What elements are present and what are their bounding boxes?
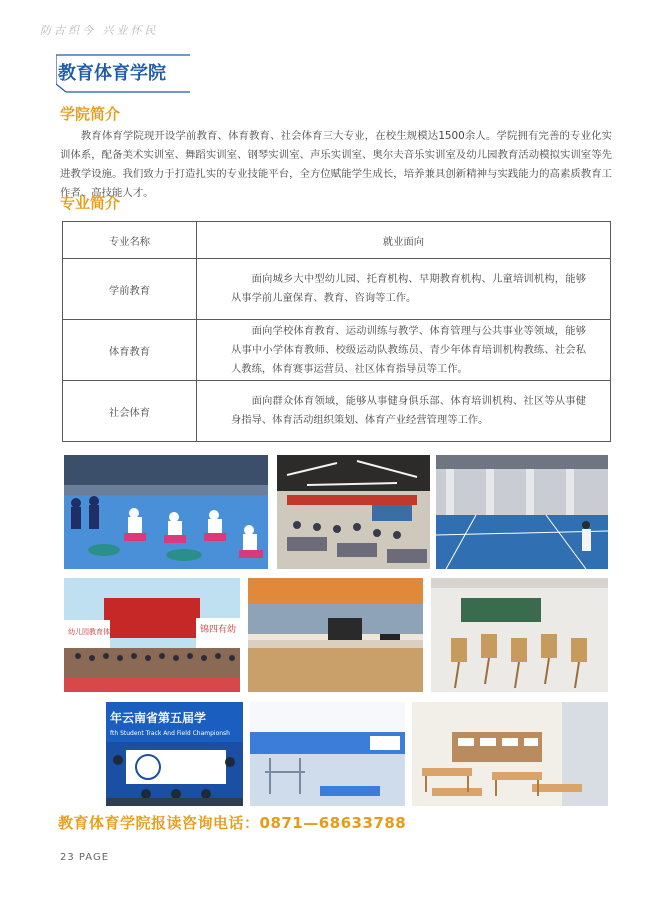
major-description: 面向学校体育教育、运动训练与教学、体育管理与公共事业等领域，能够从事中小学体育教师、校级运动队教练员、青少年体育培训机构教练、社会私人教练，体育赛事运营员、社区体育指导员等工作。 (197, 320, 611, 381)
photo-dance-studio (248, 578, 423, 692)
major-name: 学前教育 (63, 259, 197, 320)
photo-group-event (64, 578, 240, 692)
majors-heading: 专业简介 (60, 194, 121, 212)
major-description: 面向群众体育领域，能够从事健身俱乐部、体育培训机构、社区等从事健身指导、体育活动组织策划、体育产业经营管理等工作。 (197, 381, 611, 442)
table-header-row (63, 222, 611, 259)
major-name: 社会体育 (63, 381, 197, 442)
table-row (63, 320, 611, 381)
event-banner-left-text: 幼儿园教育体系 (68, 628, 117, 636)
banner-title-text: 年云南省第五届学 (110, 711, 207, 725)
consult-hotline: 教育体育学院报读咨询电话：0871—68633788 (58, 814, 407, 832)
header-motto: 防古织今 兴业怀民 (40, 24, 159, 37)
major-description: 面向城乡大中型幼儿园、托育机构、早期教育机构、儿童培训机构，能够从事学前儿童保育、教育、咨询等工作。 (197, 259, 611, 320)
event-banner-right-text: 锦四有幼 (200, 625, 237, 635)
page-number: 23 PAGE (60, 852, 110, 863)
page-title-block (56, 54, 188, 92)
major-name: 体育教育 (63, 320, 197, 381)
photo-badminton-gym (436, 455, 608, 569)
photo-classroom-lecture (277, 455, 430, 569)
photo-art-studio (431, 578, 608, 692)
intro-heading: 学院简介 (60, 105, 121, 123)
page-title: 教育体育学院 (58, 63, 166, 84)
banner-subtitle-text: fth Student Track And Field Championsh (110, 730, 230, 737)
photo-kindergarten-room (412, 702, 608, 806)
table-row (63, 381, 611, 442)
photo-gymnastics-hall (250, 702, 405, 806)
majors-table (62, 221, 611, 442)
photo-dance-class (64, 455, 268, 569)
intro-paragraph: 教育体育学院现开设学前教育、体育教育、社会体育三大专业，在校生规模达1500余人。学院拥有完善的专业化实训体系，配备美术实训室、舞蹈实训室、钢琴实训室、声乐实训室、奥尔夫音乐实训室及幼儿园教育活动模拟实训室等先进教学设施。我们致力于打造扎实的专业技能平台，全方位赋能学生成长，培养兼具创新精神与实践能力的高素质教育工作者、高技能人才。 (60, 130, 612, 199)
photo-track-field-team (106, 702, 243, 806)
table-row (63, 259, 611, 320)
header-employment: 就业面向 (197, 222, 611, 259)
header-major-name: 专业名称 (63, 222, 197, 259)
